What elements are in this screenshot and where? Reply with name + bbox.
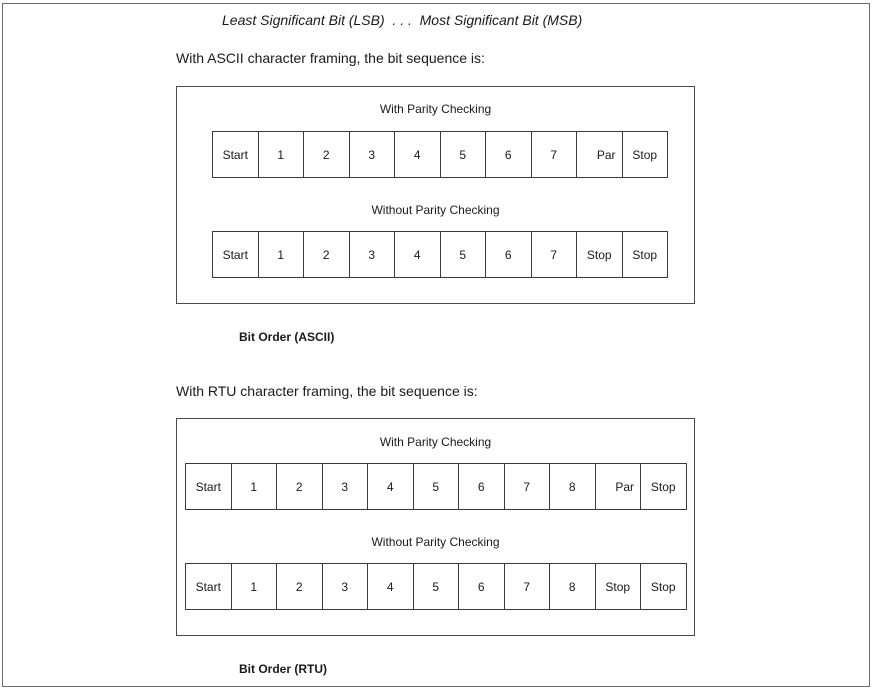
ascii-without-parity-row bbox=[212, 231, 668, 278]
bit-cell: 6 bbox=[459, 464, 505, 509]
ascii-bit-order-diagram bbox=[176, 86, 695, 304]
rtu-caption: Bit Order (RTU) bbox=[239, 662, 327, 676]
bit-cell: 4 bbox=[368, 464, 414, 509]
bit-cell: 7 bbox=[532, 132, 578, 177]
bit-cell: Stop bbox=[641, 464, 687, 509]
rtu-bit-order-diagram bbox=[176, 418, 695, 636]
bit-cell: 8 bbox=[550, 464, 596, 509]
bit-cell: 5 bbox=[414, 564, 460, 609]
bit-cell: 2 bbox=[277, 464, 323, 509]
bit-cell: Par bbox=[596, 464, 642, 509]
bit-cell: Start bbox=[186, 464, 232, 509]
bit-cell: Par bbox=[577, 132, 623, 177]
bit-cell: 4 bbox=[395, 132, 441, 177]
rtu-with-parity-label: With Parity Checking bbox=[379, 435, 492, 449]
bit-cell: 4 bbox=[395, 232, 441, 277]
bit-cell: 6 bbox=[486, 132, 532, 177]
rtu-with-parity-row bbox=[185, 463, 687, 510]
bit-cell: 1 bbox=[259, 132, 305, 177]
bit-cell: Stop bbox=[596, 564, 642, 609]
ascii-caption: Bit Order (ASCII) bbox=[239, 330, 335, 344]
bit-cell: 8 bbox=[550, 564, 596, 609]
bit-cell: Stop bbox=[623, 232, 669, 277]
ascii-without-parity-label: Without Parity Checking bbox=[371, 203, 500, 217]
bit-cell: 6 bbox=[459, 564, 505, 609]
bit-cell: 6 bbox=[486, 232, 532, 277]
bit-cell: 1 bbox=[259, 232, 305, 277]
rtu-without-parity-label: Without Parity Checking bbox=[371, 535, 500, 549]
bit-cell: 5 bbox=[414, 464, 460, 509]
bit-cell: 2 bbox=[304, 132, 350, 177]
bit-cell: Start bbox=[186, 564, 232, 609]
bit-cell: 1 bbox=[232, 464, 278, 509]
lsb-msb-heading: Least Significant Bit (LSB) . . . Most Significant Bit (MSB) bbox=[222, 12, 583, 28]
bit-cell: 3 bbox=[350, 132, 396, 177]
bit-cell: 3 bbox=[323, 564, 369, 609]
bit-cell: Start bbox=[213, 132, 259, 177]
ascii-with-parity-label: With Parity Checking bbox=[379, 102, 492, 116]
bit-cell: 7 bbox=[505, 464, 551, 509]
bit-cell: 3 bbox=[323, 464, 369, 509]
ascii-intro-text: With ASCII character framing, the bit sequence is: bbox=[176, 50, 485, 66]
bit-cell: 2 bbox=[304, 232, 350, 277]
bit-cell: 1 bbox=[232, 564, 278, 609]
rtu-without-parity-row bbox=[185, 563, 687, 610]
bit-cell: 2 bbox=[277, 564, 323, 609]
bit-cell: 4 bbox=[368, 564, 414, 609]
bit-cell: Stop bbox=[623, 132, 669, 177]
bit-cell: 5 bbox=[441, 232, 487, 277]
ascii-with-parity-row bbox=[212, 131, 668, 178]
bit-cell: 3 bbox=[350, 232, 396, 277]
rtu-intro-text: With RTU character framing, the bit sequence is: bbox=[176, 383, 478, 399]
bit-cell: 7 bbox=[505, 564, 551, 609]
bit-cell: Start bbox=[213, 232, 259, 277]
bit-cell: Stop bbox=[641, 564, 687, 609]
bit-cell: 5 bbox=[441, 132, 487, 177]
bit-cell: Stop bbox=[577, 232, 623, 277]
bit-cell: 7 bbox=[532, 232, 578, 277]
